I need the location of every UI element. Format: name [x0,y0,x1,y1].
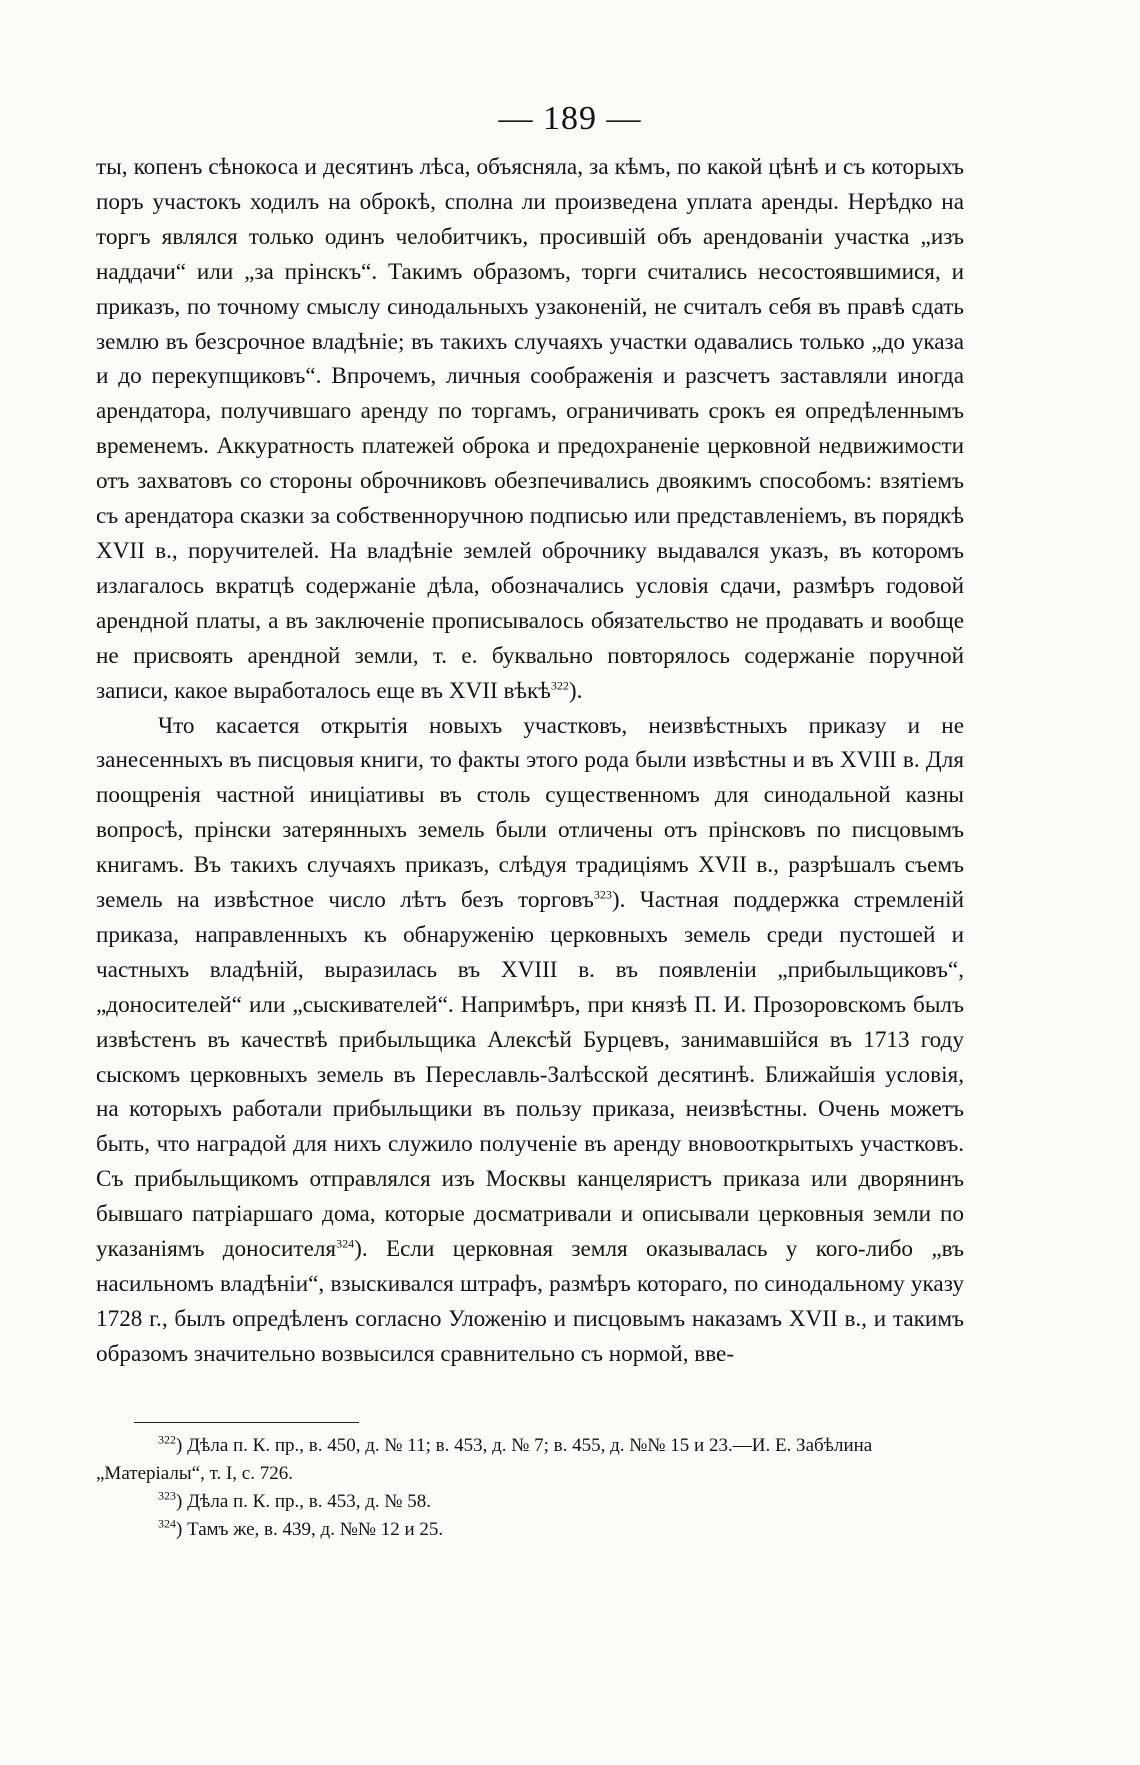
footnotes [96,1432,964,1544]
footnote-number: 322 [158,1432,176,1447]
footnote-ref-322: 322 [550,677,569,692]
footnote-text: ) Дѣла п. К. пр., в. 450, д. № 11; в. 453, д. № 7; в. 455, д. №№ 15 и 23.—И. Е. Забѣлина „Матеріалы“, т. I, с. 726. [96,1435,873,1484]
paragraph-text: Что касается открытія новыхъ участковъ, неизвѣстныхъ приказу и не занесенныхъ въ писцовыя книги, то факты этого рода были извѣстны и въ XVIII в. Для поощренія частной иниціативы въ столь существенномъ для синодальной казны вопросѣ, прінски затерянныхъ земель были отличены отъ прінсковъ по писцовымъ книгамъ. Въ такихъ случаяхъ приказъ, слѣдуя традиціямъ XVII в., разрѣшалъ съемъ земель на извѣстное число лѣтъ безъ торговъ [96,712,964,914]
paragraph-text: ты, копенъ сѣнокоса и десятинъ лѣса, объясняла, за кѣмъ, по какой цѣнѣ и съ которыхъ поръ участокъ ходилъ на оброкѣ, сполна ли произведена уплата аренды. Нерѣдко на торгъ являлся только одинъ челобитчикъ, просившій объ арендованіи участка „изъ наддачи“ или „за прінскъ“. Такимъ образомъ, торги считались несостоявшимися, и приказъ, по точному смыслу синодальныхъ узаконеній, не считалъ себя въ правѣ сдать землю въ безсрочное владѣніе; въ такихъ случаяхъ участки одавались только „до указа и до перекупщиковъ“. Впрочемъ, личныя соображенія и разсчетъ заставляли иногда арендатора, получившаго аренду по торгамъ, ограничивать срокъ ея опредѣленнымъ временемъ. Аккуратность платежей оброка и предохраненіе церковной недвижимости отъ захватовъ со стороны оброчниковъ обезпечивались двоякимъ способомъ: взятіемъ съ арендатора сказки за собственноручною подписью или представленіемъ, въ порядкѣ XVII в., поручителей. На владѣніе землей оброчнику выдавался указъ, въ которомъ излагалось вкратцѣ содержаніе дѣла, обозначались условія сдачи, размѣръ годовой арендной платы, а въ заключеніе прописывалось обязательство не продавать и вообще не присвоять арендной земли, т. е. буквально повторялось содержаніе поручной записи, какое выработалось еще въ XVII вѣкѣ [96,154,964,704]
body-text [96,150,964,1372]
footnote-323 [96,1488,964,1516]
footnote-number: 323 [158,1488,176,1503]
paragraph-tail: ). Частная поддержка стремленій приказа, направленныхъ къ обнаруженію церковныхъ земель среди пустошей и частныхъ владѣній, выразилась въ XVIII в. въ появленіи „прибыльщиковъ“, „доносителей“ или „сыскивателей“. Напримѣръ, при князѣ П. И. Прозоровскомъ былъ извѣстенъ въ качествѣ прибыльщика Алексѣй Бурцевъ, занимавшійся въ 1713 году сыскомъ церковныхъ земель въ Переславль-Залѣсской десятинѣ. Ближайшія условія, на которыхъ работали прибыльщики въ пользу приказа, неизвѣстны. Очень можетъ быть, что наградой для нихъ служило полученіе въ аренду вновооткрытыхъ участковъ. Съ прибыльщикомъ отправлялся изъ Москвы канцеляристъ приказа или дворянинъ бывшаго патріаршаго дома, которые досматривали и описывали церковныя земли по указаніямъ доносителя [96,887,965,1263]
paragraph-2 [96,709,964,1372]
paragraph-1 [96,150,964,709]
paragraph-tail: ). [568,677,583,704]
footnote-322 [96,1432,964,1488]
footnote-text: ) Тамъ же, в. 439, д. №№ 12 и 25. [176,1519,444,1540]
footnote-ref-323: 323 [593,887,612,902]
footnote-ref-324: 324 [336,1236,355,1251]
page-number: — 189 — [498,100,642,137]
footnote-number: 324 [158,1516,176,1531]
footnote-separator [134,1422,359,1423]
footnote-324 [96,1516,964,1544]
paragraph-tail-2: ). Если церковная земля оказывалась у кого-либо „въ насильномъ владѣніи“, взыскивался штрафъ, размѣръ котораго, по синодальному указу 1728 г., былъ опредѣленъ согласно Уложенію и писцовымъ наказамъ XVII в., и такимъ образомъ значительно возвысился сравнительно съ нормой, вве- [96,1236,965,1367]
footnote-text: ) Дѣла п. К. пр., в. 453, д. № 58. [176,1491,432,1512]
